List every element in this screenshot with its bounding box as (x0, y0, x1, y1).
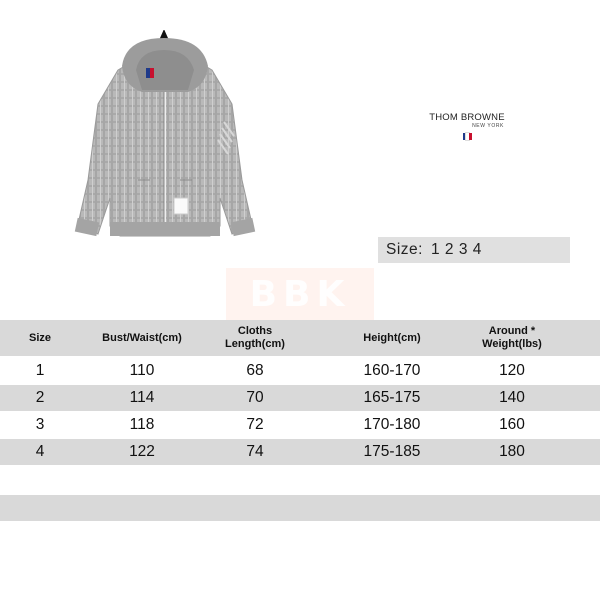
cell-height: 175-185 (363, 443, 421, 460)
header-size: Size (28, 331, 51, 344)
footer-band (0, 495, 600, 521)
cell-weight: 120 (499, 361, 525, 379)
brand-location: NEW YORK (472, 123, 504, 129)
header-length-line1: Cloths (237, 325, 273, 337)
table-row (0, 412, 600, 438)
watermark (226, 268, 374, 320)
cell-length: 68 (246, 361, 264, 379)
cell-height: 165-175 (363, 389, 421, 406)
cell-bust: 118 (129, 416, 155, 433)
cell-size: 2 (35, 389, 45, 406)
brand-logo (424, 112, 510, 140)
cell-weight: 160 (499, 416, 525, 433)
header-bust: Bust/Waist(cm) (102, 331, 182, 344)
header-weight-line2: Weight(lbs) (482, 338, 542, 350)
brand-name: THOM BROWNE (429, 112, 505, 123)
table-row (0, 439, 600, 465)
cell-bust: 114 (129, 389, 155, 406)
table-header-row (0, 320, 600, 356)
header-height: Height(cm) (363, 331, 421, 344)
header-weight-line1: Around * (488, 325, 536, 337)
cell-height: 170-180 (363, 416, 421, 433)
table-row (0, 357, 600, 384)
tricolor-flag-icon (463, 133, 472, 140)
cell-bust: 110 (129, 361, 155, 379)
cell-length: 70 (246, 389, 264, 406)
cell-length: 74 (246, 443, 264, 460)
cell-size: 3 (35, 416, 45, 433)
header-length-line2: Length(cm) (225, 338, 285, 350)
size-options-bar (378, 237, 570, 263)
cell-length: 72 (246, 416, 264, 433)
cell-weight: 180 (499, 443, 525, 460)
size-label: Size: (386, 241, 423, 258)
cell-size: 4 (35, 443, 45, 460)
cell-bust: 122 (129, 443, 155, 460)
watermark-text: BBK (249, 273, 351, 315)
size-values: 1 2 3 4 (430, 241, 482, 258)
cell-size: 1 (35, 361, 45, 379)
header-length (200, 320, 310, 356)
header-weight (456, 320, 568, 356)
hoodie-product-image (60, 30, 270, 250)
cell-height: 160-170 (363, 361, 421, 379)
table-row (0, 385, 600, 411)
cell-weight: 140 (499, 389, 525, 406)
